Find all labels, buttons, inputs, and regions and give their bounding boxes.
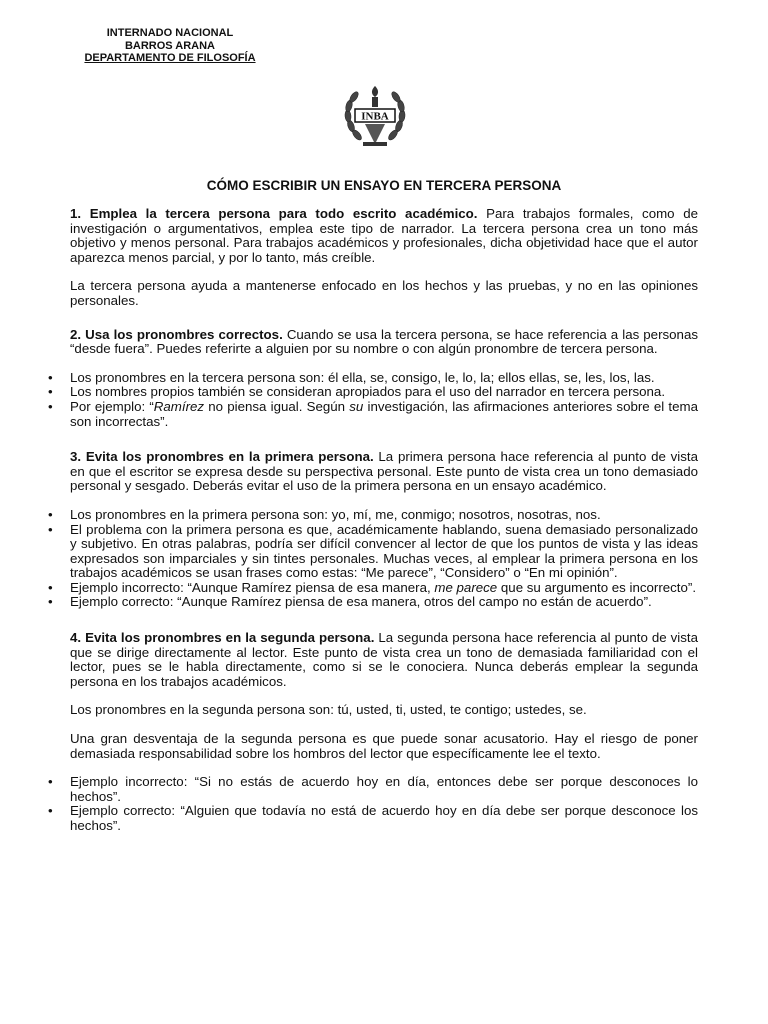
example-text: Ejemplo incorrecto: “Aunque Ramírez piensa de esa manera,: [70, 579, 435, 595]
institution-header: [70, 27, 270, 65]
example-text: investigación, las afirmaciones anteriores sobre el tema son incorrectas”.: [70, 398, 698, 429]
section-4-list: [70, 775, 698, 833]
example-text: no piensa igual. Según: [204, 398, 350, 414]
department-name: DEPARTAMENTO DE FILOSOFÍA: [84, 52, 256, 64]
section-2-list: [70, 371, 698, 429]
example-italic: Ramírez: [153, 398, 205, 414]
institution-name-line2: BARROS ARANA: [124, 39, 216, 52]
section-1-text: Para trabajos formales, como de investigación o argumentativos, emplea este tipo de narrador. La tercera persona crea un tono más objetivo y menos personal. Para trabajos académicos y profesionales, dicha objetividad hace que el autor aparezca menos parcial, y por lo tanto, más creíble.: [70, 206, 698, 265]
list-item: • Ejemplo correcto: “Aunque Ramírez piensa de esa manera, otros del campo no están de acuerdo”.: [70, 595, 698, 610]
crest-lettering: INBA: [361, 110, 389, 123]
example-text: que su argumento es incorrecto”.: [497, 579, 697, 595]
list-item: • El problema con la primera persona es que, académicamente hablando, suena demasiado personalizado y subjetivo. En otras palabras, podría ser difícil convencer al lector de que los puntos de vista y las ideas expresados son imparciales y sin tintes personales. Muchas veces, al emplear la primera persona en los trabajos académicos se usan frases como estas: “Me parece”, “Considero” o “En mi opinión”.: [70, 523, 698, 581]
list-item: [70, 581, 698, 596]
example-italic: me parece: [434, 579, 498, 595]
section-3-list: [70, 508, 698, 610]
section-3-text: La primera persona hace referencia al punto de vista en que el escritor se expresa desde su perspectiva personal. Este punto de vista crea un tono demasiado personal y sesgado. Deberás evitar el uso de la primera persona en un ensayo académico.: [70, 449, 698, 494]
list-item: • Los pronombres en la tercera persona son: él ella, se, consigo, le, lo, la; ellos ellas, se, les, los, las.: [70, 371, 698, 386]
section-4-paragraph: [70, 631, 698, 689]
list-item: [70, 400, 698, 429]
section-3-heading: 3. Evita los pronombres en la primera persona.: [70, 449, 374, 465]
section-4-heading: 4. Evita los pronombres en la segunda persona.: [70, 630, 375, 646]
section-1-heading: 1. Emplea la tercera persona para todo escrito académico.: [70, 206, 478, 221]
section-1-paragraph-2: La tercera persona ayuda a mantenerse enfocado en los hechos y las pruebas, y no en las opiniones personales.: [70, 278, 698, 308]
section-4-paragraph-2: Los pronombres en la segunda persona son: tú, usted, ti, usted, te contigo; ustedes, se.: [70, 702, 587, 718]
section-4-text: La segunda persona hace referencia al punto de vista que se dirige directamente al lector. Este punto de vista crea un tono de demasiada familiaridad con el lector, pues se le habla directamente, como si se le conociera. Nunca deberás emplear la segunda persona en los trabajos académicos.: [70, 630, 699, 689]
school-crest-icon: [339, 82, 411, 154]
list-item: • Ejemplo correcto: “Alguien que todavía no está de acuerdo hoy en día debe ser porque desconoce los hechos”.: [70, 804, 698, 833]
list-item: • Los nombres propios también se consideran apropiados para el uso del narrador en tercera persona.: [70, 385, 698, 400]
section-3-paragraph: [70, 450, 698, 494]
section-2-heading: 2. Usa los pronombres correctos.: [70, 326, 283, 342]
institution-name-line1: INTERNADO NACIONAL: [106, 27, 234, 39]
section-4-paragraph-3: Una gran desventaja de la segunda persona es que puede sonar acusatorio. Hay el riesgo de poner demasiada responsabilidad sobre los hombros del lector que específicamente lee el texto.: [70, 731, 698, 761]
list-item: • Los pronombres en la primera persona son: yo, mí, me, conmigo; nosotros, nosotras, nos.: [70, 508, 698, 523]
section-2-text: Cuando se usa la tercera persona, se hace referencia a las personas “desde fuera”. Puedes referirte a alguien por su nombre o con algún pronombre de tercera persona.: [70, 326, 698, 357]
section-2-paragraph: [70, 328, 698, 357]
example-italic: su: [349, 398, 364, 414]
document-title: CÓMO ESCRIBIR UN ENSAYO EN TERCERA PERSONA: [206, 178, 562, 193]
example-text: Por ejemplo: “: [70, 398, 154, 414]
document-body: [70, 207, 698, 834]
list-item: • Ejemplo incorrecto: “Si no estás de acuerdo hoy en día, entonces debe ser porque desconoces lo hechos”.: [70, 775, 698, 804]
section-1-paragraph: [70, 207, 698, 265]
